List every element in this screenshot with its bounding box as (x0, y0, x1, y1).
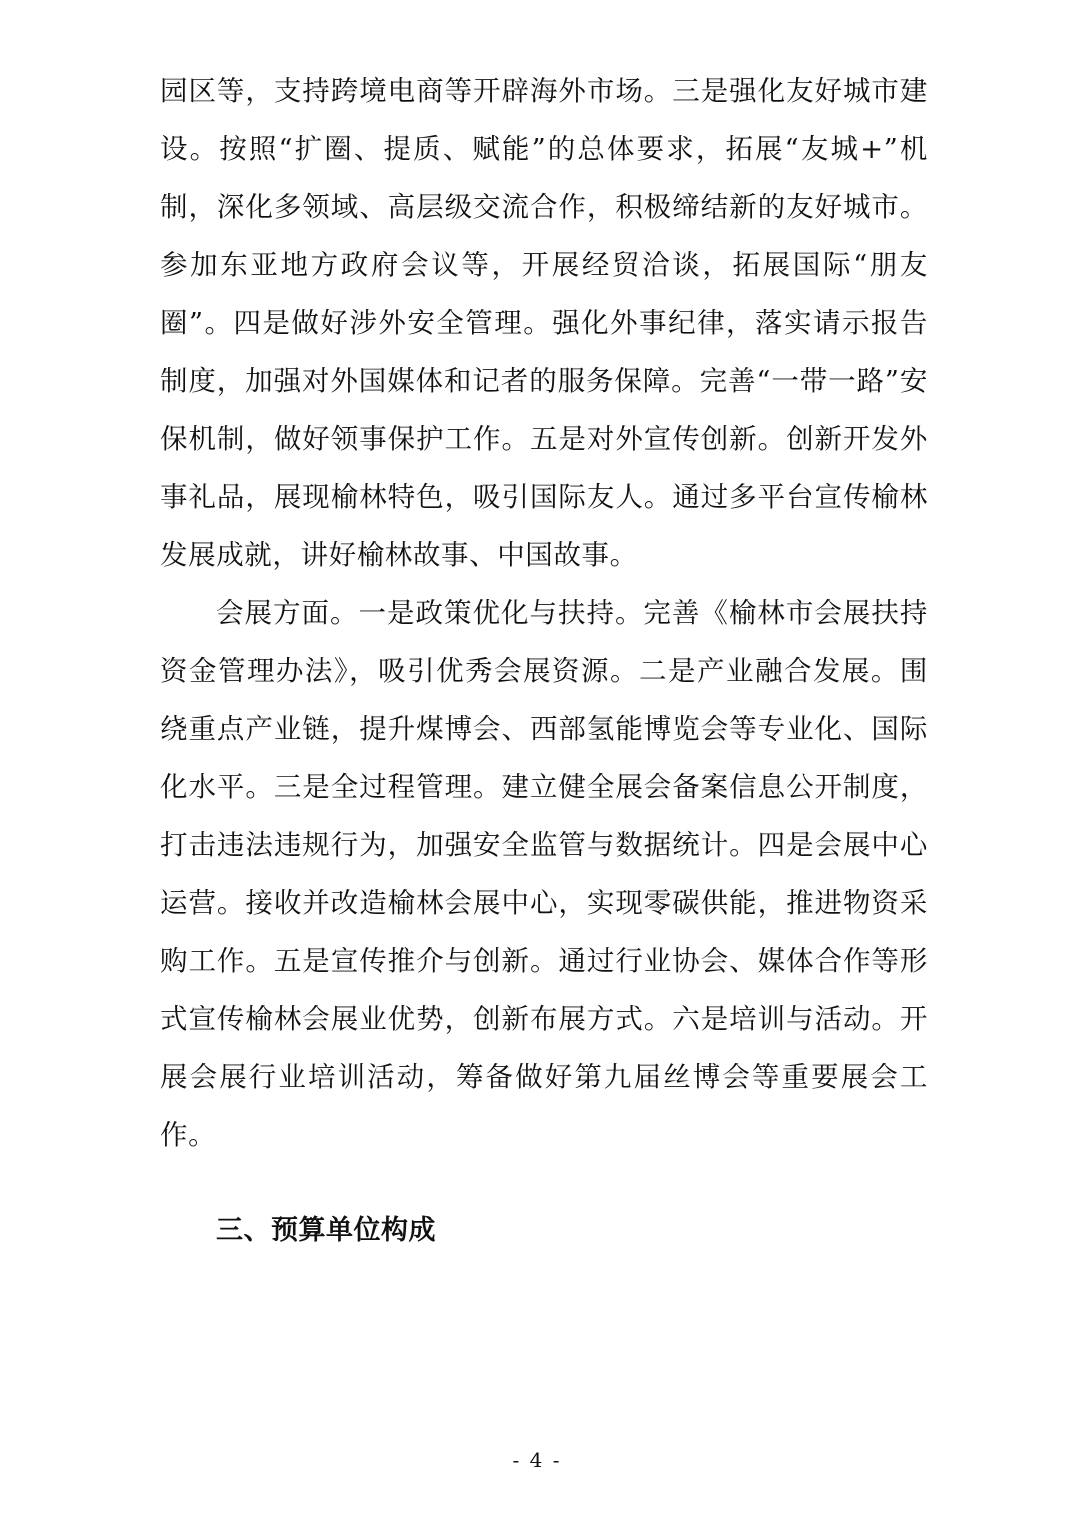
document-page (160, 62, 928, 1260)
body-paragraph-exhibitions: 会展方面。一是政策优化与扶持。完善《榆林市会展扶持资金管理办法》，吸引优秀会展资源。二是产业融合发展。围绕重点产业链，提升煤博会、西部氢能博览会等专业化、国际化水平。三是全过程管理。建立健全展会备案信息公开制度，打击违法违规行为，加强安全监管与数据统计。四是会展中心运营。接收并改造榆林会展中心，实现零碳供能，推进物资采购工作。五是宣传推介与创新。通过行业协会、媒体合作等形式宣传榆林会展业优势，创新布展方式。六是培训与活动。开展会展行业培训活动，筹备做好第九届丝博会等重要展会工作。 (160, 597, 928, 1151)
body-paragraph-foreign-affairs: 园区等，支持跨境电商等开辟海外市场。三是强化友好城市建设。按照“扩圈、提质、赋能”的总体要求，拓展“友城+”机制，深化多领域、高层级交流合作，积极缔结新的友好城市。参加东亚地方政府会议等，开展经贸洽谈，拓展国际“朋友圈”。四是做好涉外安全管理。强化外事纪律，落实请示报告制度，加强对外国媒体和记者的服务保障。完善“一带一路”安保机制，做好领事保护工作。五是对外宣传创新。创新开发外事礼品，展现榆林特色，吸引国际友人。通过多平台宣传榆林发展成就，讲好榆林故事、中国故事。 (160, 75, 928, 571)
page-number: - 4 - (512, 1448, 562, 1472)
section-heading: 三、预算单位构成 (216, 1215, 436, 1246)
